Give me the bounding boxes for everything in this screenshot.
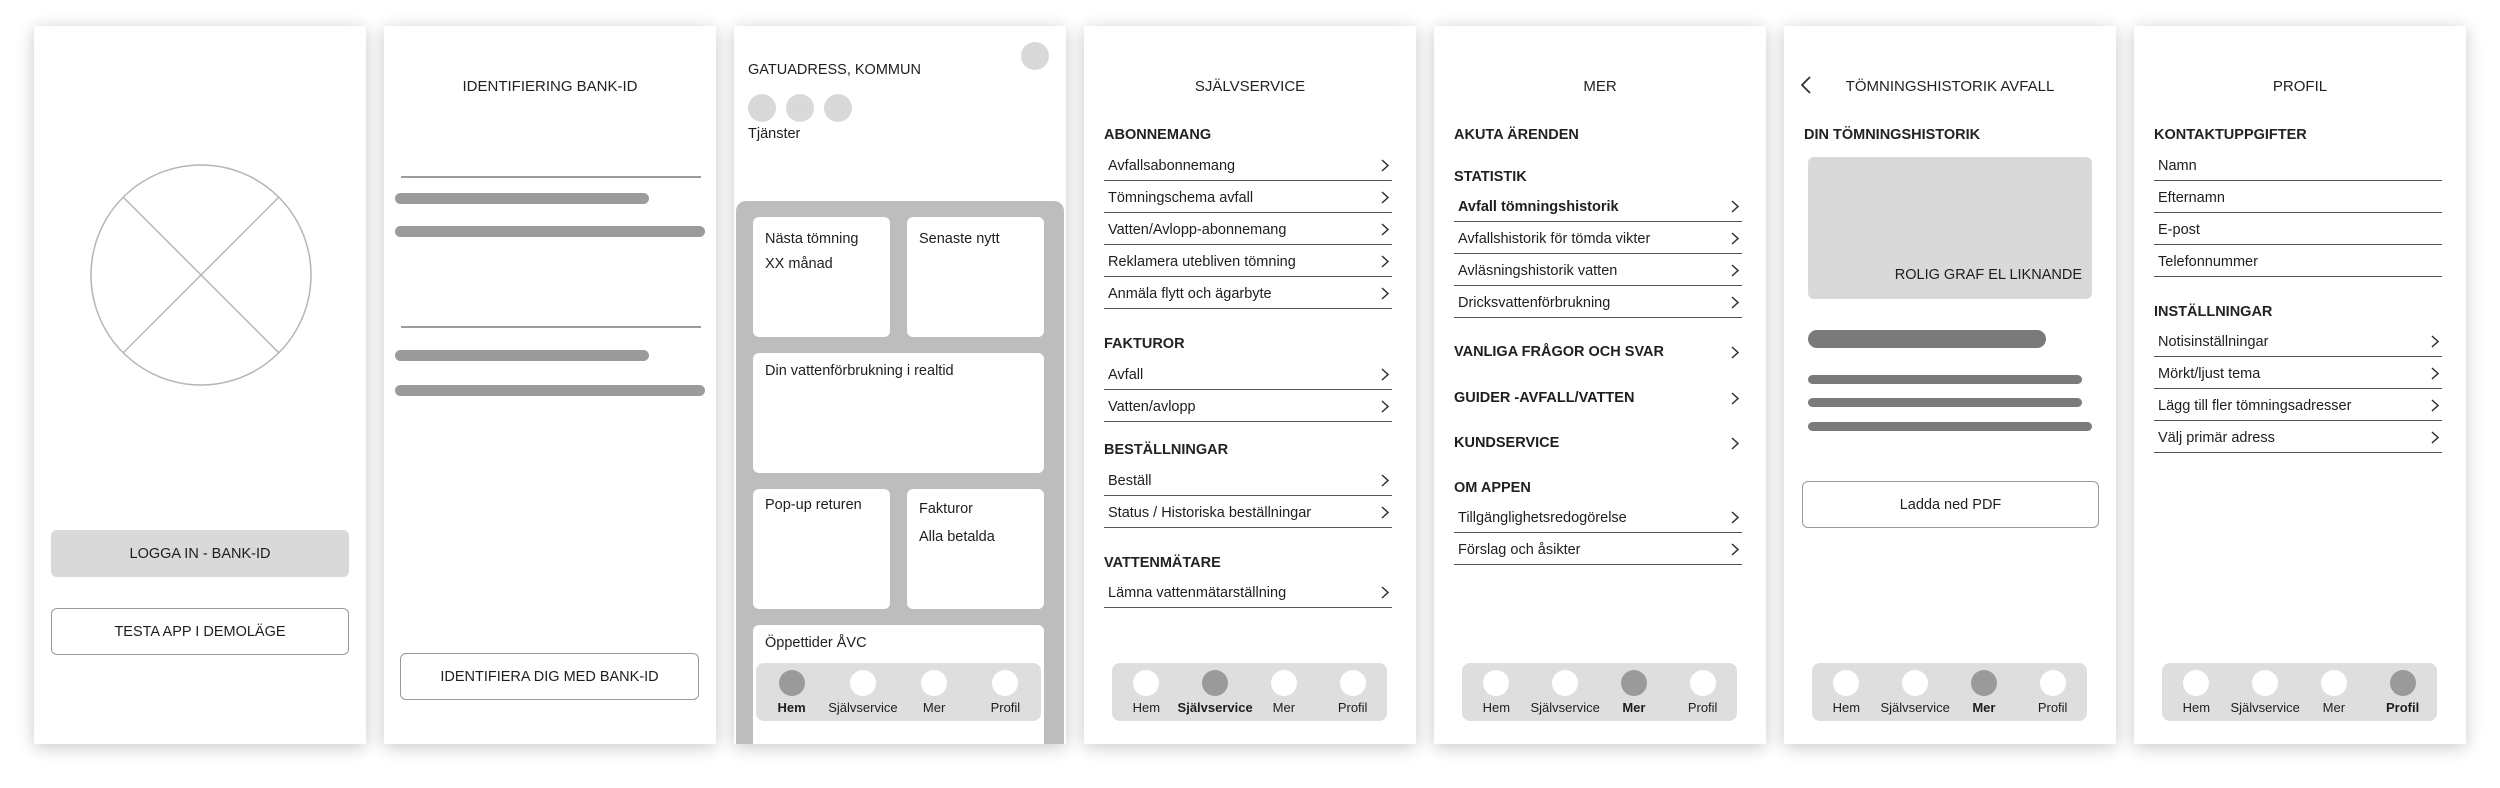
chevron-right-icon: [1728, 391, 1742, 405]
profile-icon: [992, 670, 1018, 696]
text-placeholder-bar: [395, 350, 649, 361]
chevron-right-icon: [1728, 200, 1742, 214]
chevron-right-icon: [1728, 345, 1742, 359]
text-placeholder-bar: [395, 226, 705, 237]
nav-profile[interactable]: Profil: [1319, 663, 1387, 715]
chevron-right-icon: [1728, 436, 1742, 450]
menu-item-order-history[interactable]: Status / Historiska beställningar: [1104, 498, 1392, 528]
service-icon[interactable]: [748, 94, 776, 122]
nav-profile[interactable]: Profil: [1669, 663, 1737, 715]
bottom-nav: [1812, 663, 2087, 721]
menu-item-order[interactable]: Beställ: [1104, 466, 1392, 496]
page-title: PROFIL: [2272, 78, 2328, 95]
logo-placeholder-icon: [89, 163, 313, 392]
bottom-nav: [1462, 663, 1737, 721]
menu-item-feedback[interactable]: Förslag och åsikter: [1454, 535, 1742, 565]
faq-row[interactable]: VANLIGA FRÅGOR OCH SVAR: [1454, 344, 1742, 360]
phone-field[interactable]: Telefonnummer: [2154, 247, 2442, 277]
menu-item-primary-address[interactable]: Välj primär adress: [2154, 423, 2442, 453]
menu-item-move-report[interactable]: Anmäla flytt och ägarbyte: [1104, 279, 1392, 309]
latest-news-card[interactable]: [907, 217, 1044, 337]
chevron-right-icon: [2428, 367, 2442, 381]
card-title: Senaste nytt: [919, 231, 1000, 247]
chevron-right-icon: [1378, 287, 1392, 301]
text-placeholder-bar: [1808, 375, 2082, 384]
menu-item-weight-history[interactable]: Avfallshistorik för tömda vikter: [1454, 224, 1742, 254]
email-field[interactable]: E-post: [2154, 215, 2442, 245]
text-placeholder-bar: [395, 385, 705, 396]
nav-more[interactable]: Mer: [900, 663, 968, 715]
nav-home[interactable]: Hem: [2162, 663, 2230, 715]
next-pickup-card[interactable]: [753, 217, 890, 337]
page-title: IDENTIFIERING BANK-ID: [462, 78, 638, 95]
chevron-right-icon: [1378, 159, 1392, 173]
home-icon: [1833, 670, 1859, 696]
card-title: Nästa tömning: [765, 231, 859, 247]
section-heading: ABONNEMANG: [1104, 127, 1212, 143]
bottom-nav: [2162, 663, 2437, 721]
text-placeholder-bar: [395, 193, 649, 204]
page-title: SJÄLVSERVICE: [1194, 78, 1306, 95]
chevron-right-icon: [1728, 511, 1742, 525]
chevron-right-icon: [2428, 431, 2442, 445]
nav-home[interactable]: Hem: [1462, 663, 1530, 715]
nav-more[interactable]: Mer: [1250, 663, 1318, 715]
page-title: MER: [1583, 78, 1617, 95]
graph-placeholder: [1808, 157, 2092, 299]
nav-selfservice[interactable]: Självservice: [1881, 663, 1949, 715]
home-icon: [2183, 670, 2209, 696]
menu-item-accessibility[interactable]: Tillgänglighetsredogörelse: [1454, 503, 1742, 533]
login-screen: [34, 26, 366, 744]
nav-profile[interactable]: Profil: [2019, 663, 2087, 715]
section-heading: BESTÄLLNINGAR: [1104, 442, 1229, 458]
address-label: GATUADRESS, KOMMUN: [748, 62, 921, 78]
chevron-right-icon: [2428, 399, 2442, 413]
menu-item-waste-invoice[interactable]: Avfall: [1104, 360, 1392, 390]
selfservice-icon: [2252, 670, 2278, 696]
chevron-right-icon: [1378, 474, 1392, 488]
card-value: XX månad: [765, 256, 833, 272]
more-icon: [921, 670, 947, 696]
more-icon: [2321, 670, 2347, 696]
nav-selfservice[interactable]: Självservice: [1531, 663, 1599, 715]
text-placeholder-bar: [1808, 422, 2092, 431]
first-name-field[interactable]: Namn: [2154, 151, 2442, 181]
section-heading: FAKTUROR: [1104, 336, 1185, 352]
nav-selfservice[interactable]: Självservice: [1181, 663, 1249, 715]
selfservice-icon: [1552, 670, 1578, 696]
chevron-right-icon: [1728, 543, 1742, 557]
nav-more[interactable]: Mer: [1600, 663, 1668, 715]
section-heading: OM APPEN: [1454, 480, 1531, 496]
card-title: Fakturor: [919, 501, 973, 517]
profile-icon: [2390, 670, 2416, 696]
chevron-right-icon: [1378, 223, 1392, 237]
chevron-right-icon: [1378, 255, 1392, 269]
section-heading: INSTÄLLNINGAR: [2154, 304, 2273, 320]
dashboard-panel: [736, 201, 1064, 744]
chevron-right-icon: [1378, 368, 1392, 382]
selfservice-icon: [1902, 670, 1928, 696]
home-icon: [1483, 670, 1509, 696]
more-icon: [1621, 670, 1647, 696]
card-title: Pop-up returen: [765, 497, 862, 513]
more-icon: [1271, 670, 1297, 696]
nav-profile[interactable]: Profil: [971, 663, 1039, 715]
menu-item-drinking-water[interactable]: Dricksvattenförbrukning: [1454, 288, 1742, 318]
graph-label: ROLIG GRAF EL LIKNANDE: [1894, 267, 2082, 283]
more-icon: [1971, 670, 1997, 696]
profile-icon: [2040, 670, 2066, 696]
chevron-right-icon: [1378, 400, 1392, 414]
identify-bankid-button[interactable]: IDENTIFIERA DIG MED BANK-ID: [400, 653, 699, 700]
selfservice-icon: [850, 670, 876, 696]
bankid-login-button[interactable]: LOGGA IN - BANK-ID: [51, 530, 349, 577]
customer-service-row[interactable]: KUNDSERVICE: [1454, 435, 1742, 451]
card-title: Öppettider ÅVC: [765, 635, 867, 651]
menu-item-water-readings[interactable]: Avläsningshistorik vatten: [1454, 256, 1742, 286]
chevron-right-icon: [1378, 506, 1392, 520]
home-screen: [734, 26, 1066, 744]
page-title: TÖMNINGSHISTORIK AVFALL: [1845, 78, 2055, 95]
section-heading: DIN TÖMNINGSHISTORIK: [1804, 127, 1981, 143]
popup-card[interactable]: [753, 489, 890, 609]
section-heading: VATTENMÄTARE: [1104, 555, 1221, 571]
nav-selfservice[interactable]: Självservice: [2231, 663, 2299, 715]
chevron-right-icon: [1728, 296, 1742, 310]
identify-screen: [384, 26, 716, 744]
invoices-card[interactable]: [907, 489, 1044, 609]
service-icon[interactable]: [824, 94, 852, 122]
chevron-right-icon: [2428, 335, 2442, 349]
demo-mode-button[interactable]: TESTA APP I DEMOLÄGE: [51, 608, 349, 655]
water-usage-card[interactable]: [753, 353, 1044, 473]
menu-item-water-subscription[interactable]: Vatten/Avlopp-abonnemang: [1104, 215, 1392, 245]
section-heading: KONTAKTUPPGIFTER: [2154, 127, 2307, 143]
profile-icon: [1690, 670, 1716, 696]
nav-home[interactable]: Hem: [1112, 663, 1180, 715]
selfservice-icon: [1202, 670, 1228, 696]
divider: [401, 326, 701, 328]
menu-item-add-addresses[interactable]: Lägg till fler tömningsadresser: [2154, 391, 2442, 421]
menu-item-water-invoice[interactable]: Vatten/avlopp: [1104, 392, 1392, 422]
chevron-right-icon: [1728, 232, 1742, 246]
nav-more[interactable]: Mer: [2300, 663, 2368, 715]
menu-item-meter-reading[interactable]: Lämna vattenmätarställning: [1104, 578, 1392, 608]
pickup-history-screen: [1784, 26, 2116, 744]
chevron-right-icon: [1378, 586, 1392, 600]
menu-item-notifications[interactable]: Notisinställningar: [2154, 327, 2442, 357]
text-placeholder-bar: [1808, 330, 2046, 348]
profile-icon: [1340, 670, 1366, 696]
card-value: Alla betalda: [919, 529, 995, 545]
bottom-nav: [756, 663, 1041, 721]
bottom-nav: [1112, 663, 1387, 721]
nav-home[interactable]: Hem: [758, 663, 826, 715]
menu-item-waste-history[interactable]: Avfall tömningshistorik: [1454, 192, 1742, 222]
profile-screen: [2134, 26, 2466, 744]
menu-item-theme[interactable]: Mörkt/ljust tema: [2154, 359, 2442, 389]
services-label: Tjänster: [748, 126, 801, 142]
urgent-heading[interactable]: AKUTA ÄRENDEN: [1454, 127, 1579, 143]
service-icon[interactable]: [786, 94, 814, 122]
home-icon: [1133, 670, 1159, 696]
nav-home[interactable]: Hem: [1812, 663, 1880, 715]
nav-profile[interactable]: Profil: [2369, 663, 2437, 715]
section-heading: STATISTIK: [1454, 169, 1527, 185]
download-pdf-button[interactable]: Ladda ned PDF: [1802, 481, 2099, 528]
chevron-right-icon: [1728, 264, 1742, 278]
nav-more[interactable]: Mer: [1950, 663, 2018, 715]
selfservice-screen: [1084, 26, 1416, 744]
more-screen: [1434, 26, 1766, 744]
card-title: Din vattenförbrukning i realtid: [765, 363, 954, 379]
menu-item-missed-pickup[interactable]: Reklamera utebliven tömning: [1104, 247, 1392, 277]
chevron-right-icon: [1378, 191, 1392, 205]
last-name-field[interactable]: Efternamn: [2154, 183, 2442, 213]
avatar[interactable]: [1021, 42, 1049, 70]
text-placeholder-bar: [1808, 398, 2082, 407]
menu-item-waste-subscription[interactable]: Avfallsabonnemang: [1104, 151, 1392, 181]
guides-row[interactable]: GUIDER -AVFALL/VATTEN: [1454, 390, 1742, 406]
divider: [401, 176, 701, 178]
home-icon: [779, 670, 805, 696]
menu-item-pickup-schedule[interactable]: Tömningschema avfall: [1104, 183, 1392, 213]
nav-selfservice[interactable]: Självservice: [829, 663, 897, 715]
